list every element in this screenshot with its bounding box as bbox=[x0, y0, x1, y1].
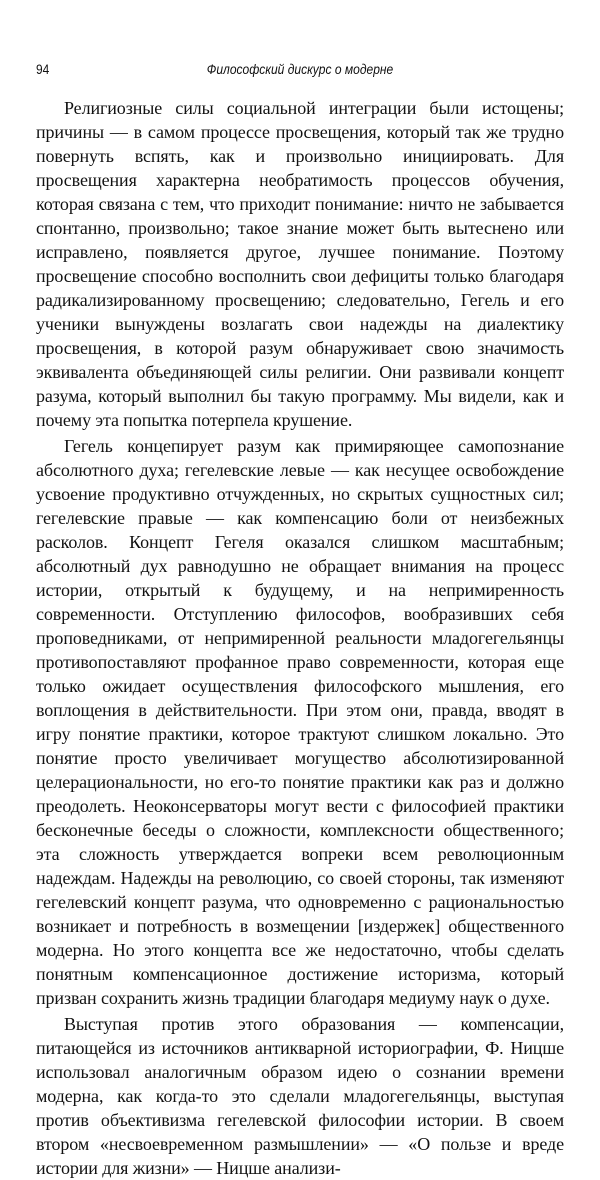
running-title: Философский дискурс о модерне bbox=[206, 61, 394, 77]
paragraph-3: Выступая против этого образования — компенсации, питающейся из источников антикварной историографии, Ф. Ницше использовал аналогичным образом идею о сознании времени модерна, как когда-то это сделали младогегельянцы, выступая против объективизма гегелевской философии истории. В своем втором «несвоевременном размышлении» — «О пользе и вреде истории для жизни» — Ницше анализи- bbox=[36, 1014, 564, 1178]
body-text bbox=[36, 96, 564, 1180]
paragraph-1: Религиозные силы социальной интеграции были истощены; причины — в самом процессе просвещения, который так же трудно повернуть вспять, как и произвольно инициировать. Для просвещения характерна необратимость процессов обучения, которая связана с тем, что приходит понимание: ничто не забывается спонтанно, произвольно; такое знание может быть вытеснено или исправлено, появляется другое, лучшее понимание. Поэтому просвещение способно восполнить свои дефициты только благодаря радикализированному просвещению; следовательно, Гегель и его ученики вынуждены возлагать свои надежды на диалектику просвещения, в которой разум обнаруживает свою значимость эквивалента объединяющей силы религии. Они развивали концепт разума, который выполнил бы такую программу. Мы видели, как и почему эта попытка потерпела крушение. bbox=[36, 98, 564, 430]
page-header bbox=[36, 58, 564, 80]
page-number: 94 bbox=[36, 61, 50, 77]
paragraph-2: Гегель концепирует разум как примиряющее самопознание абсолютного духа; гегелевские левые — как несущее освобождение усвоение продуктивно отчужденных, но скрытых сущностных сил; гегелевские правые — как компенсацию боли от неизбежных расколов. Концепт Гегеля оказался слишком масштабным; абсолютный дух равнодушно не обращает внимания на процесс истории, открытый к будущему, и на непримиренность современности. Отступлению философов, вообразивших себя проповедниками, от непримиренной реальности младогегельянцы противопоставляют профанное право современности, которая еще только ожидает осуществления философского мышления, его воплощения в действительности. При этом они, правда, вводят в игру понятие практики, которое трактуют слишком локально. Это понятие просто увеличивает могущество абсолютизированной целерациональности, но его-то понятие практики как раз и должно преодолеть. Неоконсерваторы могут вести с философией практики бесконечные беседы о сложности, комплексности общественного; эта сложность утверждается вопреки всем революционным надеждам. Надежды на революцию, со своей стороны, так изменяют гегелевский концепт разума, что одновременно с рациональностью возникает и потребность в возмещении [издержек] общественного модерна. Но этого концепта все же недостаточно, чтобы сделать понятным компенсационное достижение историзма, который призван сохранить жизнь традиции благодаря медиуму наук о духе. bbox=[36, 436, 564, 1008]
